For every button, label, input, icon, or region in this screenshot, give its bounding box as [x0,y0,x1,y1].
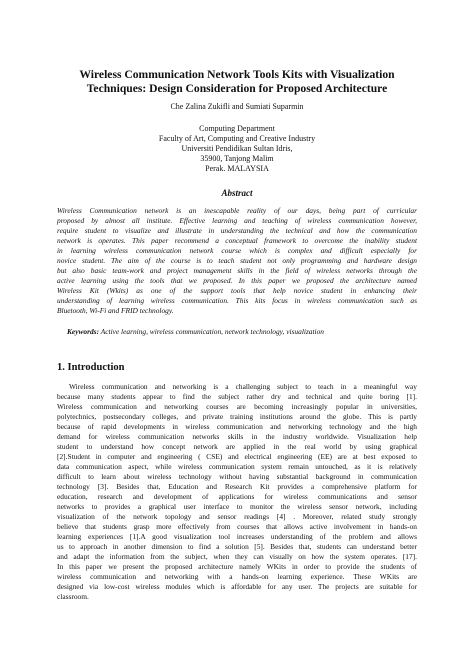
body-line: us to approach in another dimension to find a solution [5]. Besides that, students can understand better [57,542,417,551]
body-line: because many students appear to find the subject rather dry and technical and quite boring [1]. [57,392,417,401]
abstract-line: but also basic team-work and project management skills in the field of wireless networks through the [57,266,417,275]
abstract-line: Wireless Kit (Wkits) as one of the support tools that help novice student in enhancing their [57,286,417,295]
body-line: student to understand how concept network are applied in the real world by using graphical [57,442,417,451]
abstract-line: proposed by almost all institute. Effective learning and teaching of wireless communication however, [57,216,417,225]
body-line: technology [3]. Besides that, Education and Research Kit provides a comprehensive platform for [57,482,417,491]
keywords-label: Keywords: [67,327,100,336]
abstract-line: in learning wireless communication network course which is complex and difficult especially for [57,246,417,255]
affiliation-line: Perak. MALAYSIA [205,164,269,173]
body-line: Wireless communication and networking courses are becoming increasingly popular in universities, [57,402,417,411]
body-line: networks to provides a graphical user interface to monitor the wireless sensor network, including [57,502,417,511]
abstract-heading: Abstract [221,188,253,198]
body-line: visualization of the network topology and sensor readings [4] . Moreover, related study strongly [57,512,417,521]
affiliation [40,124,434,174]
affiliation-line: Universiti Pendidikan Sultan Idris, [181,144,293,153]
abstract-body [57,206,417,316]
title-line: Techniques: Design Consideration for Proposed Architecture [86,82,388,95]
body-line: difficult to learn about wireless technology without having substantial background in communication [57,472,417,481]
abstract-line: understanding of learning wireless communication. This kits focus in wireless communication such as [57,296,417,305]
body-line: and adapt the information from the subject, when they can visually on how the system operates. [17]. [57,552,417,561]
title-line: Wireless Communication Network Tools Kits with Visualization [79,68,395,81]
keywords-text: Active learning, wireless communication, network technology, visualization [99,327,325,336]
body-line: classroom. [57,592,89,601]
body-line: data communication aspect, while wireless communication system remain untouched, as it is relatively [57,462,417,471]
abstract-line: require student to visualize and illustrate in understanding the technical and how the communication [57,226,417,235]
body-line: education, research and development of applications for wireless communications and sensor [57,492,417,501]
abstract-line: active learning using the tools that we proposed. In this paper we proposed the architecture named [57,276,417,285]
body-line: designed via low-cost wireless modules which is affordable for any user. The projects are suitable for [57,582,417,591]
paper-authors: Che Zalina Zukifli and Sumiati Suparmin [170,102,304,111]
body-line: polytechnics, postsecondary colleges, and private training institutions around the globe. This is partly [57,412,417,421]
body-line: wireless communication and networking with a hands-on learning experience. These WKits are [57,572,417,581]
section-heading: 1. Introduction [57,362,125,373]
abstract-line: Wireless Communication network is an inescapable reality of our days, being part of curricular [57,206,417,215]
body-line: learning experiences [1].A good visualization tool increases understanding of the problem and allows [57,532,417,541]
introduction-body [57,382,417,602]
body-line: believe that students grasp more effectively from courses that allows active involvement in hands-on [57,522,417,531]
body-line: In this paper we present the proposed architecture namely WKits in order to provide the students of [57,562,417,571]
keywords [67,327,427,337]
body-line: [2].Student in computer and engineering ( CSE) and electrical engineering (EE) are at best exposed to [57,452,417,461]
abstract-line: Bluetooth, Wi-Fi and FRID technology. [57,306,174,315]
body-line: demand for wireless communication networks skills in the industry worldwide. Visualization help [57,432,417,441]
body-line: because of rapid developments in wireless communication and networking technology and the high [57,422,417,431]
abstract-line: novice student. The aim of the course is to teach student not only programming and hardware design [57,256,417,265]
body-line: Wireless communication and networking is a challenging subject to teach in a meaningful way [69,382,417,391]
affiliation-line: Faculty of Art, Computing and Creative Industry [158,134,316,143]
affiliation-line: 35900, Tanjong Malim [200,154,274,163]
affiliation-line: Computing Department [199,124,275,133]
paper-title [40,68,434,96]
abstract-line: network is operates. This paper recommend a conceptual framework to overcome the inability student [57,236,417,245]
